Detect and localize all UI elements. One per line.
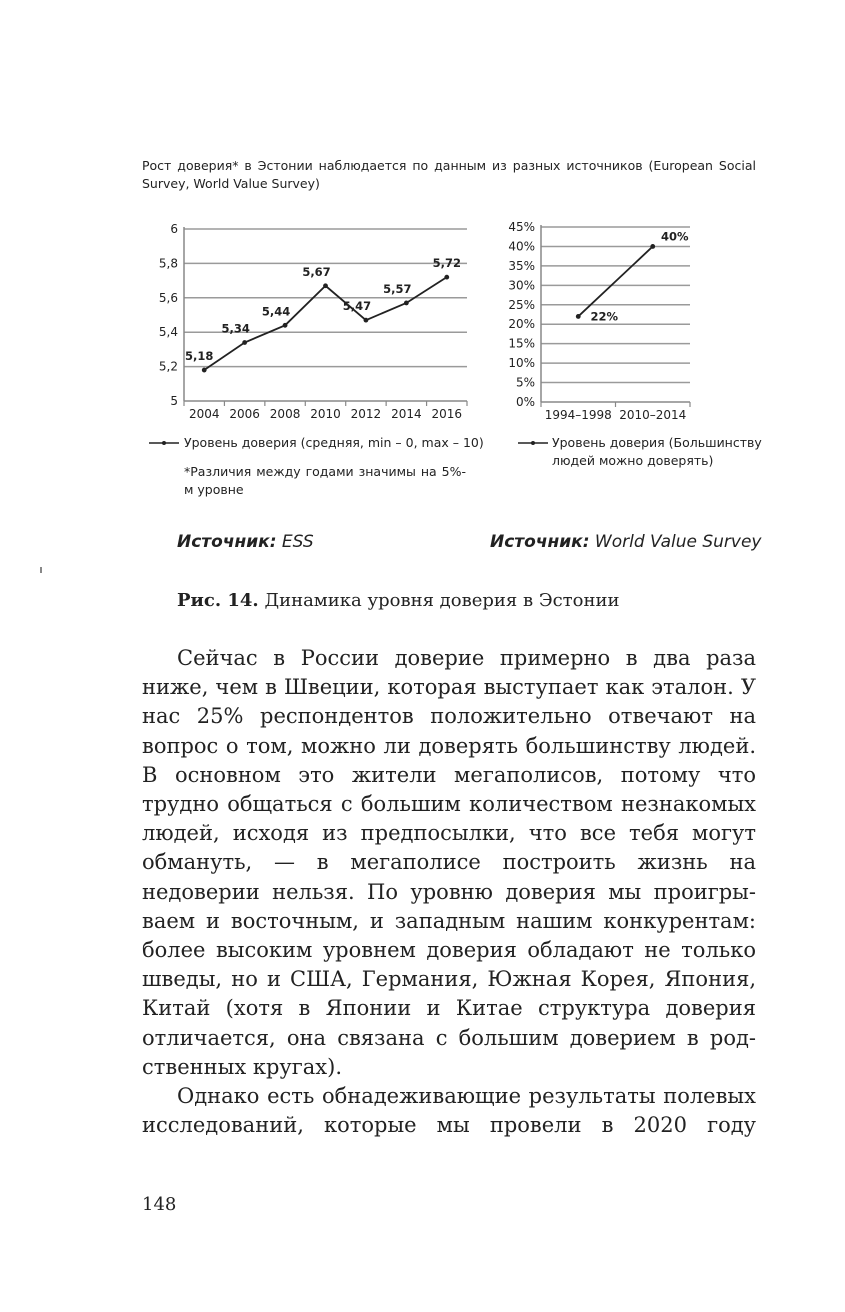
- data-label: 5,44: [261, 304, 291, 319]
- source-ess: [177, 532, 314, 552]
- x-tick-label: 2010–2014: [619, 408, 687, 422]
- x-tick-label: 2012: [350, 407, 382, 421]
- y-tick-label: 5,6: [158, 290, 178, 305]
- y-tick-label: 10%: [508, 356, 535, 371]
- series-line: [578, 246, 653, 316]
- data-point: [323, 283, 328, 288]
- source-value: ESS: [281, 532, 314, 552]
- data-label: 5,67: [302, 264, 331, 279]
- data-label: 5,72: [432, 256, 461, 271]
- y-tick-label: 20%: [508, 317, 535, 332]
- chart-ess-trust: [150, 215, 480, 425]
- y-tick-label: 6: [170, 222, 178, 236]
- caption-text: Динамика уровня доверия в Эстонии: [264, 590, 620, 611]
- y-tick-label: 5: [170, 394, 178, 408]
- x-tick-label: 1994–1998: [544, 408, 612, 422]
- y-tick-label: 35%: [508, 258, 535, 273]
- caption-label: Рис. 14.: [177, 590, 259, 611]
- data-label: 5,47: [342, 299, 372, 314]
- y-tick-label: 5,4: [158, 325, 178, 340]
- y-tick-label: 15%: [508, 336, 535, 351]
- data-point: [650, 244, 655, 249]
- paragraph: Однако есть обнадеживающие результаты полевых исследований, которые мы провели в 2020 году: [142, 1084, 756, 1138]
- data-label: 5,18: [185, 349, 214, 364]
- data-point: [364, 318, 369, 323]
- y-tick-label: 5,2: [158, 359, 178, 374]
- y-tick-label: 25%: [508, 297, 535, 312]
- y-tick-label: 30%: [508, 278, 535, 293]
- margin-mark: [40, 567, 42, 573]
- y-tick-label: 0%: [515, 395, 535, 409]
- x-tick-label: 2008: [269, 407, 301, 421]
- y-tick-label: 45%: [508, 220, 535, 234]
- paragraph: Сейчас в России доверие примерно в два раза ниже, чем в Швеции, которая выступает как эталон. У нас 25% респондентов положительно отвечают на вопрос о том, можно ли доверять большинству людей. В основном это жители мегаполисов, потому что трудно общаться с большим количеством незнакомых людей, исходя из предпосылки, что все тебя могут обмануть, — в мегаполисе построить жизнь на недоверии нельзя. По уровню доверия мы проигрываем и восточным, и западным нашим конкурентам: более высоким уровнем доверия обладают не только шведы, но и США, Германия, Южная Корея, Япония, Китай (хотя в Японии и Китае структура доверия отличается, она связана с большим доверием в родственных кругах).: [142, 646, 756, 1079]
- figure-intro-text: Рост доверия* в Эстонии наблюдается по данным из разных источников (European Social Survey, World Value Survey): [142, 158, 756, 191]
- legend-line-icon: [149, 437, 179, 449]
- page-number: 148: [142, 1194, 177, 1215]
- source-label: Источник:: [490, 532, 590, 552]
- data-label: 5,57: [383, 281, 412, 296]
- source-wvs: [490, 532, 762, 552]
- data-point: [283, 323, 288, 328]
- x-tick-label: 2010: [310, 407, 341, 421]
- data-label: 5,34: [221, 321, 250, 336]
- data-label: 22%: [590, 309, 619, 324]
- source-value: World Value Survey: [594, 532, 762, 552]
- legend-ess: Уровень доверия (средняя, min – 0, max – 10): [184, 435, 484, 450]
- source-label: Источник:: [177, 532, 277, 552]
- y-tick-label: 5,8: [158, 256, 178, 271]
- figure-caption: [177, 590, 619, 611]
- x-tick-label: 2006: [229, 407, 260, 421]
- data-point: [576, 314, 581, 319]
- body-text: [142, 644, 756, 1140]
- significance-note: *Различия между годами значимы на 5%-м уровне: [184, 464, 466, 497]
- data-point: [242, 340, 247, 345]
- data-point: [404, 301, 409, 306]
- x-tick-label: 2004: [188, 407, 220, 421]
- y-tick-label: 40%: [508, 239, 535, 254]
- data-point: [444, 275, 449, 280]
- x-tick-label: 2014: [391, 407, 422, 421]
- x-tick-label: 2016: [431, 407, 463, 421]
- data-label: 40%: [660, 229, 689, 244]
- y-tick-label: 5%: [515, 375, 535, 390]
- legend-line-icon: [518, 437, 548, 449]
- legend-wvs: Уровень доверия (Большинству людей можно доверять): [552, 435, 762, 468]
- chart-wvs-trust: [495, 215, 710, 425]
- data-point: [202, 368, 207, 373]
